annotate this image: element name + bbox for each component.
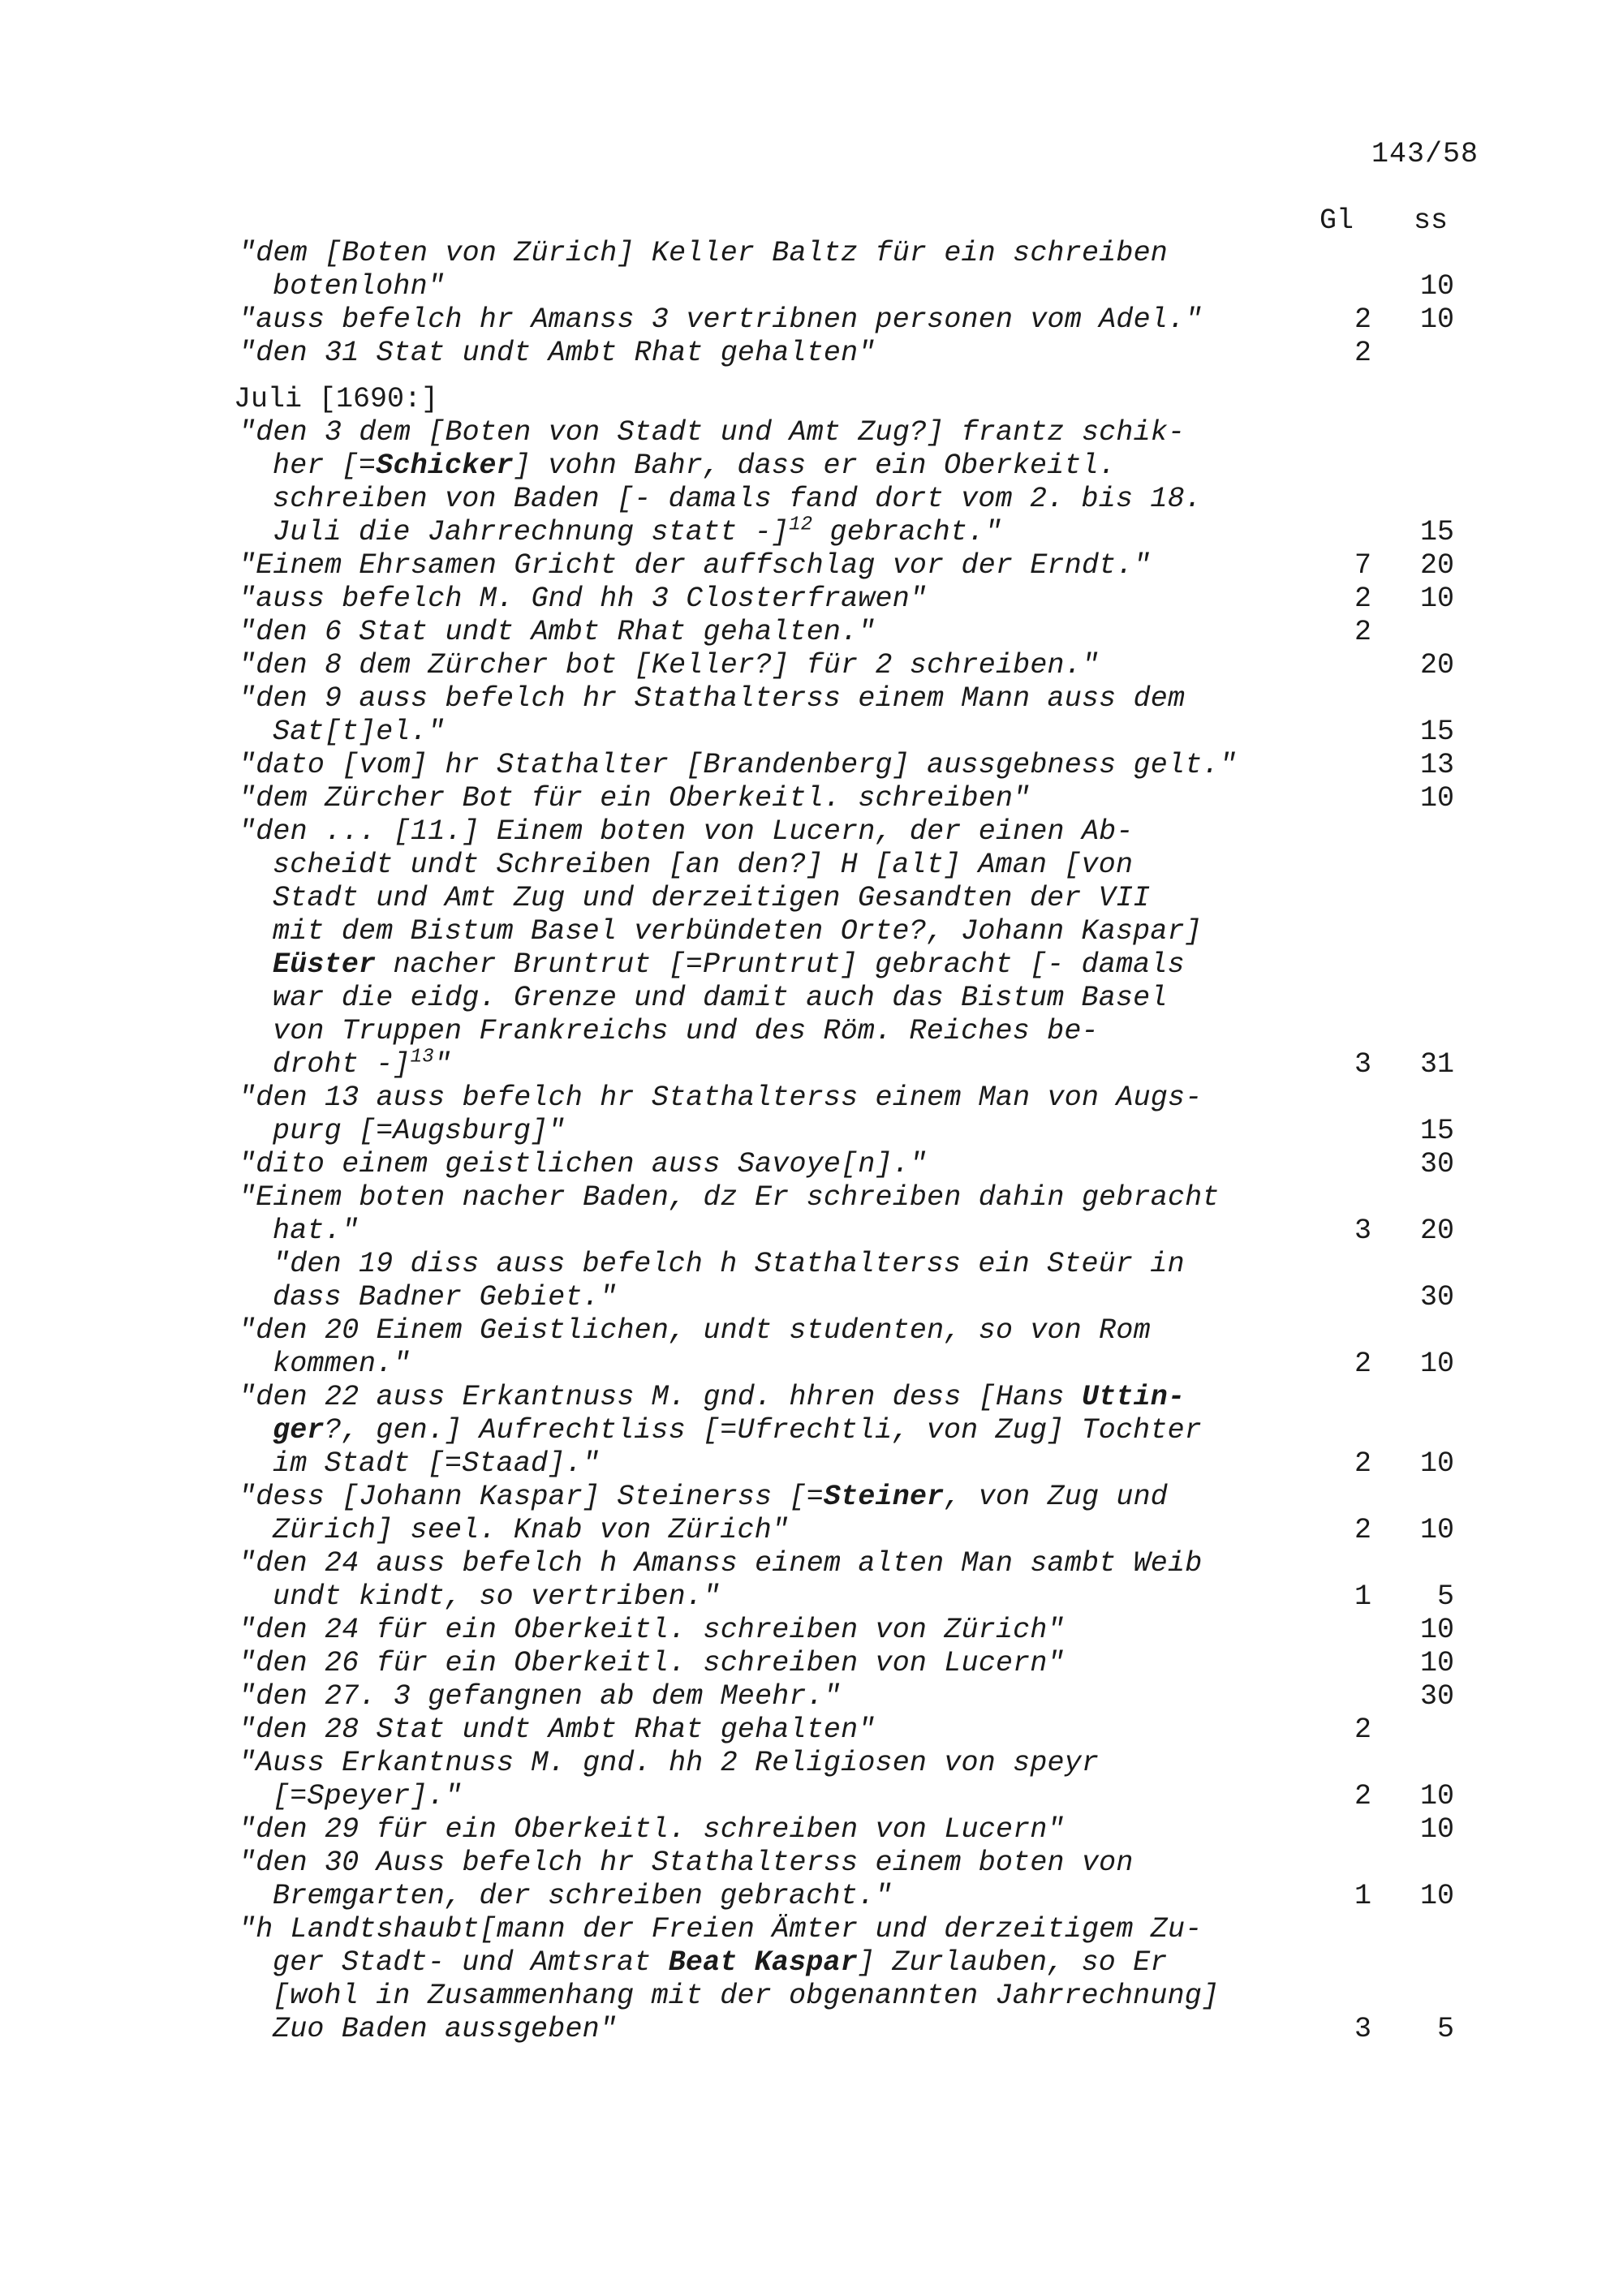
ledger-entry — [0, 1847, 1623, 1913]
ledger-entry — [0, 1913, 1623, 2046]
amount-gulden: 2 — [1354, 1713, 1371, 1746]
entry-text: botenlohn" — [273, 270, 446, 303]
amount-schilling: 30 — [1419, 1680, 1454, 1713]
amount-schilling: 15 — [1419, 516, 1454, 548]
entry-text: Zuo Baden aussgeben" — [273, 2013, 618, 2045]
ledger-line — [0, 1314, 1623, 1348]
ledger-entry — [0, 682, 1623, 749]
entry-text: "dem [Boten von Zürich] Keller Baltz für ein schreiben — [239, 237, 1168, 269]
ledger-line — [0, 649, 1623, 682]
ledger-line — [0, 270, 1623, 303]
entry-text: ger Stadt- und Amtsrat Beat Kaspar] Zurlauben, so Er — [273, 1946, 1168, 1979]
amount-schilling: 10 — [1419, 303, 1454, 336]
amount-gulden: 1 — [1354, 1580, 1371, 1613]
ledger-line — [0, 982, 1623, 1015]
ledger-line — [0, 1348, 1623, 1381]
ledger-entry — [0, 549, 1623, 583]
ledger-line — [0, 882, 1623, 915]
ledger-line — [0, 1946, 1623, 1980]
ledger-line — [0, 1215, 1623, 1248]
column-headers — [0, 204, 1623, 240]
ledger-line — [0, 1447, 1623, 1481]
amount-schilling: 30 — [1419, 1281, 1454, 1314]
entry-text: "Auss Erkantnuss M. gnd. hh 2 Religiosen von speyr — [239, 1747, 1100, 1779]
entry-text: undt kindt, so vertriben." — [273, 1580, 721, 1613]
amount-schilling: 10 — [1419, 1813, 1454, 1846]
amount-gulden: 2 — [1354, 1447, 1371, 1480]
ledger-entry — [0, 749, 1623, 782]
entry-text: "den 30 Auss befelch hr Stathalterss einem boten von — [239, 1847, 1134, 1879]
amount-gulden: 7 — [1354, 549, 1371, 582]
amount-schilling: 10 — [1419, 1514, 1454, 1546]
amount-schilling: 5 — [1436, 1580, 1454, 1613]
amount-gulden: 2 — [1354, 1780, 1371, 1812]
amount-schilling: 30 — [1419, 1148, 1454, 1180]
entry-text: schreiben von Baden [- damals fand dort vom 2. bis 18. — [273, 483, 1202, 515]
ledger-line — [0, 815, 1623, 849]
entry-text: Stadt und Amt Zug und derzeitigen Gesandten der VII — [273, 882, 1151, 914]
amount-schilling: 10 — [1419, 1780, 1454, 1812]
amount-schilling: 10 — [1419, 1647, 1454, 1679]
amount-gulden: 2 — [1354, 1348, 1371, 1380]
entry-text: her [=Schicker] vohn Bahr, dass er ein Oberkeitl. — [273, 449, 1116, 482]
amount-schilling: 15 — [1419, 1115, 1454, 1147]
amount-schilling: 13 — [1419, 749, 1454, 781]
amount-gulden: 2 — [1354, 616, 1371, 648]
ledger-line — [0, 1115, 1623, 1148]
amount-gulden: 3 — [1354, 1048, 1371, 1081]
ledger-line — [0, 549, 1623, 583]
entry-text: "den 3 dem [Boten von Stadt und Amt Zug?] frantz schik- — [239, 416, 1186, 449]
ledger-entry — [0, 815, 1623, 1081]
ledger-line — [0, 1481, 1623, 1514]
amount-schilling: 10 — [1419, 1880, 1454, 1912]
amount-schilling: 10 — [1419, 1447, 1454, 1480]
amount-schilling: 10 — [1419, 270, 1454, 303]
entry-text: purg [=Augsburg]" — [273, 1115, 566, 1147]
ledger-line — [0, 1514, 1623, 1547]
ledger-line — [0, 1381, 1623, 1414]
ledger-line — [0, 1713, 1623, 1747]
amount-schilling: 10 — [1419, 782, 1454, 815]
amount-schilling: 5 — [1436, 2013, 1454, 2045]
ledger-entry — [0, 1081, 1623, 1148]
ledger-line — [0, 1680, 1623, 1713]
entry-text: [wohl in Zusammenhang mit der obgenannten Jahrrechnung] — [273, 1980, 1220, 2012]
entry-text: "den 29 für ein Oberkeitl. schreiben von Lucern" — [239, 1813, 1065, 1846]
ledger-line — [0, 449, 1623, 483]
amount-schilling: 20 — [1419, 549, 1454, 582]
ledger-line — [0, 516, 1623, 549]
ledger-entry — [0, 782, 1623, 815]
ledger-line — [0, 1081, 1623, 1115]
amount-schilling: 10 — [1419, 583, 1454, 615]
ledger-line — [0, 416, 1623, 449]
entry-text: mit dem Bistum Basel verbündeten Orte?, Johann Kaspar] — [273, 915, 1202, 948]
ledger-line — [0, 1547, 1623, 1580]
entry-text: "den 8 dem Zürcher bot [Keller?] für 2 schreiben." — [239, 649, 1100, 681]
entry-text: im Stadt [=Staad]." — [273, 1447, 600, 1480]
ledger-entry — [0, 1713, 1623, 1747]
ledger-line — [0, 716, 1623, 749]
ledger-line — [0, 1647, 1623, 1680]
entry-text: Bremgarten, der schreiben gebracht." — [273, 1880, 893, 1912]
ledger-line — [0, 1015, 1623, 1048]
column-header-ss: ss — [1414, 204, 1449, 237]
entry-text: "den 28 Stat undt Ambt Rhat gehalten" — [239, 1713, 876, 1746]
amount-gulden: 1 — [1354, 1880, 1371, 1912]
entry-text: "den 9 auss befelch hr Stathalterss einem Mann auss dem — [239, 682, 1186, 715]
ledger-line — [0, 749, 1623, 782]
ledger-entry — [0, 1314, 1623, 1381]
amount-gulden: 2 — [1354, 1514, 1371, 1546]
ledger-entries — [0, 237, 1623, 2046]
entry-text: "h Landtshaubt[mann der Freien Ämter und derzeitigem Zu- — [239, 1913, 1203, 1946]
entry-text: "den ... [11.] Einem boten von Lucern, der einen Ab- — [239, 815, 1134, 848]
ledger-line — [0, 1913, 1623, 1946]
amount-gulden: 3 — [1354, 2013, 1371, 2045]
amount-schilling: 10 — [1419, 1614, 1454, 1646]
entry-text: "dess [Johann Kaspar] Steinerss [=Steiner, von Zug und — [239, 1481, 1169, 1513]
entry-text: "dito einem geistlichen auss Savoye[n]." — [239, 1148, 928, 1180]
entry-text: "den 24 für ein Oberkeitl. schreiben von Zürich" — [239, 1614, 1065, 1646]
entry-text: "den 6 Stat undt Ambt Rhat gehalten." — [239, 616, 876, 648]
entry-text: "dato [vom] hr Stathalter [Brandenberg] aussgebness gelt." — [239, 749, 1237, 781]
ledger-line — [0, 1048, 1623, 1081]
ledger-line — [0, 2013, 1623, 2046]
entry-text: dass Badner Gebiet." — [273, 1281, 618, 1314]
amount-schilling: 20 — [1419, 1215, 1454, 1247]
ledger-entry — [0, 1747, 1623, 1813]
ledger-line — [0, 1148, 1623, 1181]
ledger-line — [0, 583, 1623, 616]
ledger-line — [0, 849, 1623, 882]
entry-text: Eüster nacher Bruntrut [=Pruntrut] gebracht [- damals — [273, 948, 1185, 981]
entry-text: ger?, gen.] Aufrechtliss [=Ufrechtli, von Zug] Tochter — [273, 1414, 1202, 1447]
ledger-line — [0, 782, 1623, 815]
amount-gulden: 2 — [1354, 303, 1371, 336]
ledger-line — [0, 682, 1623, 716]
ledger-line — [0, 1880, 1623, 1913]
ledger-line — [0, 1747, 1623, 1780]
ledger-entry — [0, 1813, 1623, 1847]
ledger-entry — [0, 1148, 1623, 1181]
entry-text: "den 19 diss auss befelch h Stathalterss ein Steür in — [273, 1248, 1185, 1280]
entry-text: scheidt undt Schreiben [an den?] H [alt] Aman [von — [273, 849, 1134, 881]
ledger-line — [0, 237, 1623, 270]
amount-gulden: 3 — [1354, 1215, 1371, 1247]
entry-text: [=Speyer]." — [273, 1780, 463, 1812]
entry-text: von Truppen Frankreichs und des Röm. Reiches be- — [273, 1015, 1099, 1047]
entry-text: "den 22 auss Erkantnuss M. gnd. hhren dess [Hans Uttin- — [239, 1381, 1186, 1413]
ledger-line — [0, 303, 1623, 337]
entry-text: "auss befelch hr Amanss 3 vertribnen personen vom Adel." — [239, 303, 1203, 336]
entry-text: "den 20 Einem Geistlichen, undt studenten, so von Rom — [239, 1314, 1151, 1347]
ledger-line — [0, 1181, 1623, 1215]
ledger-line — [0, 1813, 1623, 1847]
entry-text: droht -]$^{13}$" — [273, 1046, 452, 1081]
ledger-line — [0, 1980, 1623, 2013]
ledger-line — [0, 1780, 1623, 1813]
entry-text: "den 26 für ein Oberkeitl. schreiben von Lucern" — [239, 1647, 1065, 1679]
ledger-entry — [0, 583, 1623, 616]
ledger-entry — [0, 1647, 1623, 1680]
amount-schilling: 10 — [1419, 1348, 1454, 1380]
ledger-line — [0, 1281, 1623, 1314]
month-heading — [0, 383, 1623, 416]
ledger-entry — [0, 337, 1623, 370]
ledger-line — [0, 1614, 1623, 1647]
entry-text: "auss befelch M. Gnd hh 3 Closterfrawen" — [239, 583, 928, 615]
ledger-entry — [0, 1381, 1623, 1481]
ledger-line — [0, 483, 1623, 516]
entry-text: Sat[t]el." — [273, 716, 446, 748]
entry-text: "den 13 auss befelch hr Stathalterss einem Man von Augs- — [239, 1081, 1203, 1114]
entry-text: Juli die Jahrrechnung statt -]$^{12}$ gebracht." — [273, 514, 1002, 548]
entry-text: "Einem Ehrsamen Gricht der auffschlag vor der Erndt." — [239, 549, 1151, 582]
ledger-line — [0, 1414, 1623, 1447]
entry-text: "dem Zürcher Bot für ein Oberkeitl. schreiben" — [239, 782, 1031, 815]
amount-gulden: 2 — [1354, 583, 1371, 615]
entry-text: kommen." — [273, 1348, 411, 1380]
ledger-line — [0, 616, 1623, 649]
ledger-entry — [0, 1181, 1623, 1248]
ledger-entry — [0, 649, 1623, 682]
ledger-entry — [0, 1481, 1623, 1547]
ledger-line — [0, 1248, 1623, 1281]
ledger-line — [0, 337, 1623, 370]
entry-text: hat." — [273, 1215, 359, 1247]
ledger-entry — [0, 416, 1623, 549]
entry-text: "den 24 auss befelch h Amanss einem alten Man sambt Weib — [239, 1547, 1203, 1580]
month-heading-text: Juli [1690:] — [234, 383, 439, 415]
ledger-entry — [0, 237, 1623, 303]
entry-text: "Einem boten nacher Baden, dz Er schreiben dahin gebracht — [239, 1181, 1220, 1214]
amount-schilling: 31 — [1419, 1048, 1454, 1081]
ledger-line — [0, 915, 1623, 948]
entry-text: "den 31 Stat undt Ambt Rhat gehalten" — [239, 337, 876, 369]
ledger-entry — [0, 1614, 1623, 1647]
ledger-line — [0, 948, 1623, 982]
entry-text: war die eidg. Grenze und damit auch das Bistum Basel — [273, 982, 1168, 1014]
ledger-entry — [0, 303, 1623, 337]
ledger-entry — [0, 1547, 1623, 1614]
amount-schilling: 20 — [1419, 649, 1454, 681]
column-header-gl: Gl — [1319, 204, 1354, 237]
entry-text: "den 27. 3 gefangnen ab dem Meehr." — [239, 1680, 842, 1713]
ledger-entry — [0, 1680, 1623, 1713]
ledger-entry — [0, 1248, 1623, 1314]
amount-schilling: 15 — [1419, 716, 1454, 748]
page-number: 143/58 — [1371, 138, 1479, 170]
ledger-entry — [0, 616, 1623, 649]
ledger-line — [0, 1847, 1623, 1880]
amount-gulden: 2 — [1354, 337, 1371, 369]
entry-text: Zürich] seel. Knab von Zürich" — [273, 1514, 790, 1546]
ledger-line — [0, 1580, 1623, 1614]
